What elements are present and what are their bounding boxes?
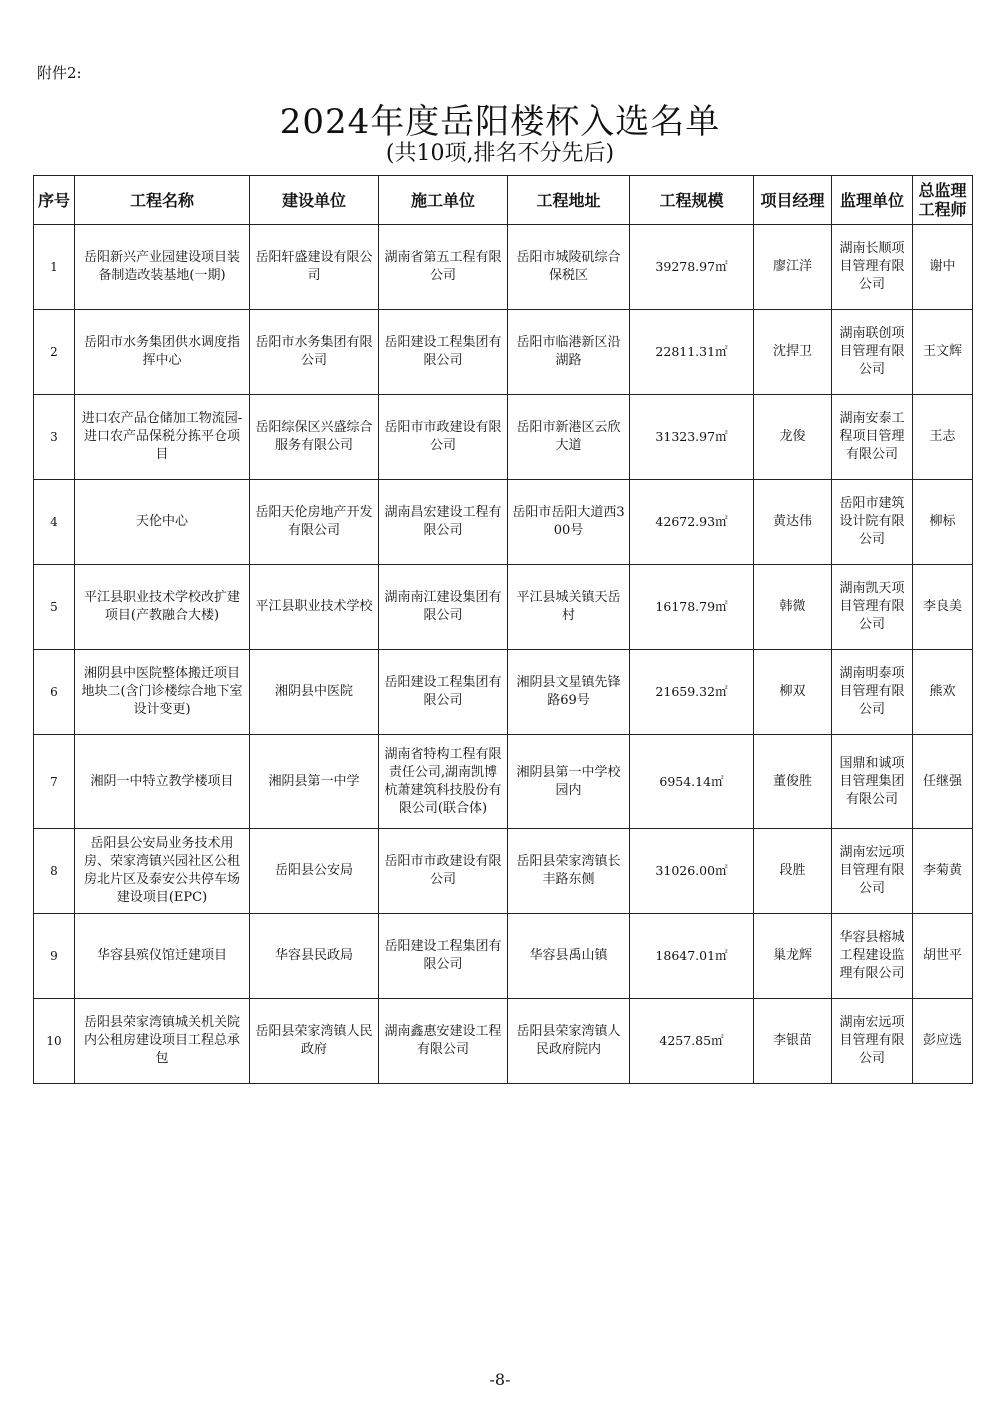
header-cell: 序号 [34, 176, 75, 225]
project-scale: 31323.97㎡ [630, 395, 754, 480]
supervisor-unit: 湖南明泰项目管理有限公司 [832, 650, 913, 735]
project-manager: 韩微 [754, 565, 832, 650]
project-name: 华容县殡仪馆迁建项目 [75, 914, 250, 999]
developer: 华容县民政局 [250, 914, 379, 999]
supervisor-unit: 湖南宏远项目管理有限公司 [832, 999, 913, 1084]
chief-supervisor: 王文辉 [913, 310, 973, 395]
project-name: 岳阳县公安局业务技术用房、荣家湾镇兴园社区公租房北片区及泰安公共停车场建设项目(EPC) [75, 829, 250, 914]
contractor: 岳阳市市政建设有限公司 [379, 829, 508, 914]
developer: 岳阳市水务集团有限公司 [250, 310, 379, 395]
project-manager: 李银苗 [754, 999, 832, 1084]
contractor: 湖南鑫惠安建设工程有限公司 [379, 999, 508, 1084]
project-scale: 31026.00㎡ [630, 829, 754, 914]
table-row [34, 999, 973, 1084]
project-name: 进口农产品仓储加工物流园-进口农产品保税分拣平仓项目 [75, 395, 250, 480]
header-cell: 工程地址 [508, 176, 630, 225]
table-row [34, 735, 973, 829]
project-manager: 沈捍卫 [754, 310, 832, 395]
project-address: 岳阳市临港新区沿湖路 [508, 310, 630, 395]
header-cell: 施工单位 [379, 176, 508, 225]
page-title: 2024年度岳阳楼杯入选名单 [279, 102, 721, 142]
developer: 湘阴县第一中学 [250, 735, 379, 829]
project-address: 岳阳市新港区云欣大道 [508, 395, 630, 480]
header-cell: 工程规模 [630, 176, 754, 225]
table-row [34, 914, 973, 999]
project-scale: 18647.01㎡ [630, 914, 754, 999]
supervisor-unit: 华容县榕城工程建设监理有限公司 [832, 914, 913, 999]
contractor: 湖南昌宏建设工程有限公司 [379, 480, 508, 565]
project-manager: 董俊胜 [754, 735, 832, 829]
project-scale: 39278.97㎡ [630, 225, 754, 310]
project-scale: 22811.31㎡ [630, 310, 754, 395]
contractor: 岳阳建设工程集团有限公司 [379, 914, 508, 999]
chief-supervisor: 谢中 [913, 225, 973, 310]
contractor: 岳阳建设工程集团有限公司 [379, 310, 508, 395]
contractor: 湖南南江建设集团有限公司 [379, 565, 508, 650]
row-index: 5 [34, 565, 75, 650]
project-name: 岳阳市水务集团供水调度指挥中心 [75, 310, 250, 395]
contractor: 岳阳建设工程集团有限公司 [379, 650, 508, 735]
table-row [34, 225, 973, 310]
supervisor-unit: 湖南安泰工程项目管理有限公司 [832, 395, 913, 480]
table-header-row [34, 176, 973, 225]
supervisor-unit: 湖南长顺项目管理有限公司 [832, 225, 913, 310]
developer: 岳阳县公安局 [250, 829, 379, 914]
project-name: 岳阳新兴产业园建设项目装备制造改装基地(一期) [75, 225, 250, 310]
chief-supervisor: 熊欢 [913, 650, 973, 735]
row-index: 8 [34, 829, 75, 914]
table-row [34, 829, 973, 914]
project-name: 天伦中心 [75, 480, 250, 565]
chief-supervisor: 胡世平 [913, 914, 973, 999]
contractor: 湖南省特构工程有限责任公司,湖南凯博杭萧建筑科技股份有限公司(联合体) [379, 735, 508, 829]
project-scale: 16178.79㎡ [630, 565, 754, 650]
supervisor-unit: 湖南凯天项目管理有限公司 [832, 565, 913, 650]
header-cell: 总监理工程师 [913, 176, 973, 225]
developer: 岳阳天伦房地产开发有限公司 [250, 480, 379, 565]
supervisor-unit: 湖南宏远项目管理有限公司 [832, 829, 913, 914]
project-name: 平江县职业技术学校改扩建项目(产教融合大楼) [75, 565, 250, 650]
project-scale: 4257.85㎡ [630, 999, 754, 1084]
header-cell: 项目经理 [754, 176, 832, 225]
row-index: 1 [34, 225, 75, 310]
project-address: 湘阴县文星镇先锋路69号 [508, 650, 630, 735]
chief-supervisor: 李良美 [913, 565, 973, 650]
project-address: 平江县城关镇天岳村 [508, 565, 630, 650]
row-index: 2 [34, 310, 75, 395]
contractor: 岳阳市市政建设有限公司 [379, 395, 508, 480]
project-address: 岳阳市城陵矶综合保税区 [508, 225, 630, 310]
chief-supervisor: 任继强 [913, 735, 973, 829]
project-address: 岳阳县荣家湾镇长丰路东侧 [508, 829, 630, 914]
project-manager: 段胜 [754, 829, 832, 914]
project-manager: 柳双 [754, 650, 832, 735]
chief-supervisor: 王志 [913, 395, 973, 480]
developer: 湘阴县中医院 [250, 650, 379, 735]
project-manager: 黄达伟 [754, 480, 832, 565]
project-manager: 巢龙辉 [754, 914, 832, 999]
project-scale: 42672.93㎡ [630, 480, 754, 565]
table-row [34, 480, 973, 565]
row-index: 7 [34, 735, 75, 829]
project-address: 岳阳市岳阳大道西300号 [508, 480, 630, 565]
supervisor-unit: 湖南联创项目管理有限公司 [832, 310, 913, 395]
chief-supervisor: 李菊黄 [913, 829, 973, 914]
project-manager: 廖江洋 [754, 225, 832, 310]
developer: 岳阳县荣家湾镇人民政府 [250, 999, 379, 1084]
project-address: 岳阳县荣家湾镇人民政府院内 [508, 999, 630, 1084]
row-index: 6 [34, 650, 75, 735]
row-index: 10 [34, 999, 75, 1084]
table-row [34, 650, 973, 735]
project-address: 华容县禹山镇 [508, 914, 630, 999]
project-name: 湘阴一中特立教学楼项目 [75, 735, 250, 829]
table-row [34, 310, 973, 395]
project-scale: 6954.14㎡ [630, 735, 754, 829]
row-index: 4 [34, 480, 75, 565]
project-name: 湘阴县中医院整体搬迁项目地块二(含门诊楼综合地下室设计变更) [75, 650, 250, 735]
row-index: 3 [34, 395, 75, 480]
row-index: 9 [34, 914, 75, 999]
table-row [34, 565, 973, 650]
table-row [34, 395, 973, 480]
header-cell: 监理单位 [832, 176, 913, 225]
developer: 岳阳综保区兴盛综合服务有限公司 [250, 395, 379, 480]
header-cell: 工程名称 [75, 176, 250, 225]
page-subtitle: (共10项,排名不分先后) [385, 141, 615, 166]
project-name: 岳阳县荣家湾镇城关机关院内公租房建设项目工程总承包 [75, 999, 250, 1084]
developer: 平江县职业技术学校 [250, 565, 379, 650]
attachment-label: 附件2: [37, 64, 82, 82]
supervisor-unit: 岳阳市建筑设计院有限公司 [832, 480, 913, 565]
project-scale: 21659.32㎡ [630, 650, 754, 735]
developer: 岳阳轩盛建设有限公司 [250, 225, 379, 310]
chief-supervisor: 彭应选 [913, 999, 973, 1084]
contractor: 湖南省第五工程有限公司 [379, 225, 508, 310]
selection-table [33, 175, 973, 1084]
project-manager: 龙俊 [754, 395, 832, 480]
project-address: 湘阴县第一中学校园内 [508, 735, 630, 829]
header-cell: 建设单位 [250, 176, 379, 225]
page-number: -8- [489, 1370, 511, 1389]
supervisor-unit: 国鼎和诚项目管理集团有限公司 [832, 735, 913, 829]
chief-supervisor: 柳标 [913, 480, 973, 565]
